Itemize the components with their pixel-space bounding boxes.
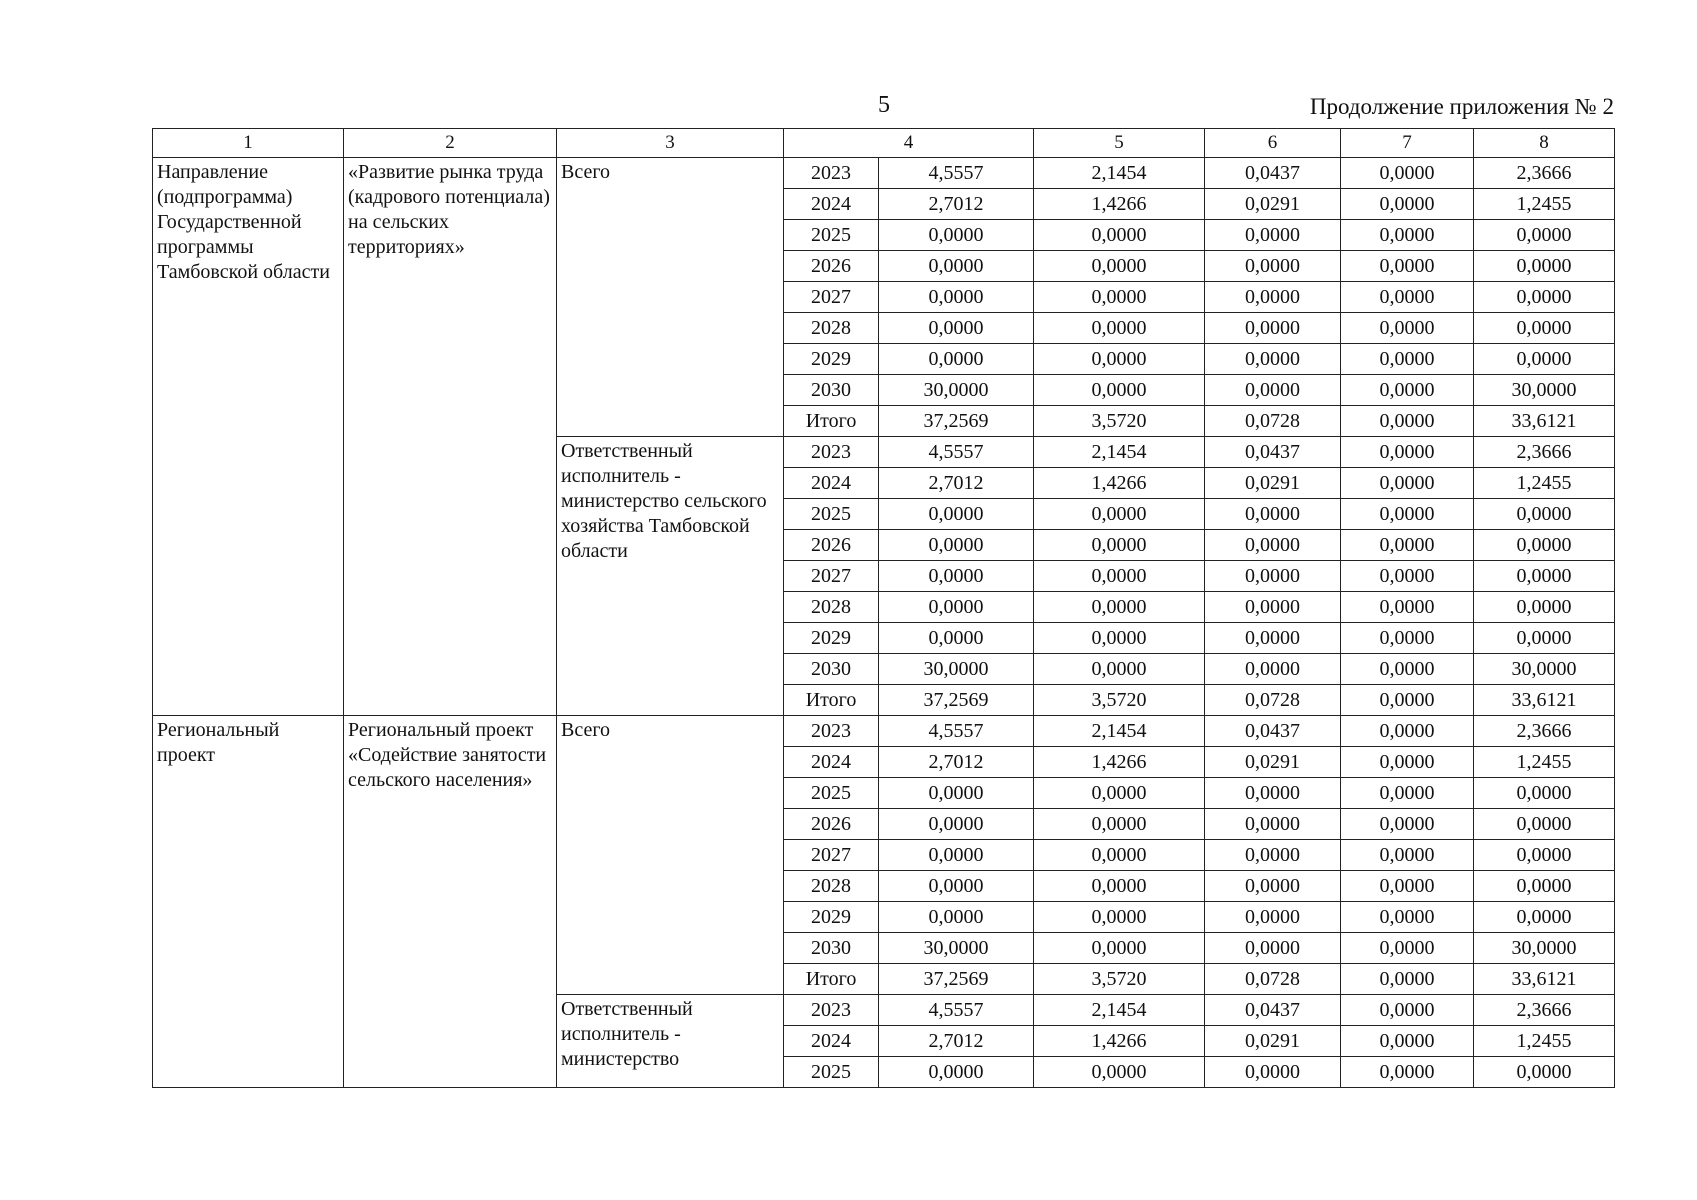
col7-value: 0,0000	[1341, 313, 1474, 344]
year-cell: 2024	[784, 1026, 879, 1057]
col4-value: 0,0000	[879, 840, 1034, 871]
col7-value: 0,0000	[1341, 840, 1474, 871]
col7-value: 0,0000	[1341, 716, 1474, 747]
col7-value: 0,0000	[1341, 592, 1474, 623]
col8-value: 0,0000	[1474, 313, 1615, 344]
col8-value: 0,0000	[1474, 809, 1615, 840]
table-body	[153, 158, 1615, 1088]
col6-value: 0,0000	[1205, 592, 1341, 623]
col6-value: 0,0437	[1205, 995, 1341, 1026]
col6-value: 0,0000	[1205, 530, 1341, 561]
col5-value: 2,1454	[1034, 995, 1205, 1026]
col5-value: 0,0000	[1034, 933, 1205, 964]
year-cell: 2026	[784, 251, 879, 282]
col4-value: 0,0000	[879, 871, 1034, 902]
col6-value: 0,0000	[1205, 902, 1341, 933]
col5-value: 0,0000	[1034, 313, 1205, 344]
col6-value: 0,0000	[1205, 282, 1341, 313]
col8-value: 1,2455	[1474, 189, 1615, 220]
col6-value: 0,0000	[1205, 778, 1341, 809]
col5-value: 0,0000	[1034, 1057, 1205, 1088]
header-row	[153, 129, 1615, 158]
col5-value: 0,0000	[1034, 623, 1205, 654]
col5-value: 0,0000	[1034, 592, 1205, 623]
col6-value: 0,0000	[1205, 933, 1341, 964]
col4-value: 4,5557	[879, 716, 1034, 747]
col5-value: 0,0000	[1034, 654, 1205, 685]
funding-group-cell: Ответственный исполнитель - министерство сельского хозяйства Тамбовской области	[557, 437, 784, 716]
year-cell: 2027	[784, 840, 879, 871]
col8-value: 1,2455	[1474, 747, 1615, 778]
col7-value: 0,0000	[1341, 437, 1474, 468]
col4-value: 37,2569	[879, 964, 1034, 995]
col7-value: 0,0000	[1341, 654, 1474, 685]
col4-value: 0,0000	[879, 623, 1034, 654]
year-cell: Итого	[784, 964, 879, 995]
col6-value: 0,0291	[1205, 189, 1341, 220]
year-cell: 2030	[784, 654, 879, 685]
col7-value: 0,0000	[1341, 809, 1474, 840]
col5-value: 0,0000	[1034, 499, 1205, 530]
year-cell: 2023	[784, 716, 879, 747]
col7-value: 0,0000	[1341, 189, 1474, 220]
col6-value: 0,0000	[1205, 809, 1341, 840]
year-cell: 2025	[784, 778, 879, 809]
col4-value: 0,0000	[879, 220, 1034, 251]
col4-value: 0,0000	[879, 902, 1034, 933]
col6-value: 0,0728	[1205, 964, 1341, 995]
col7-value: 0,0000	[1341, 1057, 1474, 1088]
header-col-8: 8	[1474, 129, 1615, 158]
table-row	[153, 716, 1615, 747]
col4-value: 2,7012	[879, 1026, 1034, 1057]
year-cell: 2026	[784, 530, 879, 561]
year-cell: 2023	[784, 158, 879, 189]
year-cell: 2024	[784, 747, 879, 778]
col7-value: 0,0000	[1341, 995, 1474, 1026]
col8-value: 0,0000	[1474, 592, 1615, 623]
year-cell: 2030	[784, 375, 879, 406]
col7-value: 0,0000	[1341, 964, 1474, 995]
col4-value: 0,0000	[879, 344, 1034, 375]
col5-value: 3,5720	[1034, 964, 1205, 995]
col7-value: 0,0000	[1341, 220, 1474, 251]
year-cell: 2024	[784, 189, 879, 220]
col4-value: 30,0000	[879, 933, 1034, 964]
col8-value: 33,6121	[1474, 406, 1615, 437]
page-number: 5	[878, 92, 890, 118]
col6-value: 0,0000	[1205, 220, 1341, 251]
col7-value: 0,0000	[1341, 623, 1474, 654]
col7-value: 0,0000	[1341, 344, 1474, 375]
col6-value: 0,0291	[1205, 468, 1341, 499]
appendix-continuation-note: Продолжение приложения № 2	[1309, 94, 1614, 119]
col8-value: 0,0000	[1474, 251, 1615, 282]
financing-table	[152, 128, 1615, 1088]
col4-value: 4,5557	[879, 437, 1034, 468]
col5-value: 3,5720	[1034, 685, 1205, 716]
col5-value: 0,0000	[1034, 778, 1205, 809]
funding-group-cell: Ответственный исполнитель - министерство	[557, 995, 784, 1088]
col5-value: 0,0000	[1034, 344, 1205, 375]
col5-value: 1,4266	[1034, 747, 1205, 778]
col7-value: 0,0000	[1341, 282, 1474, 313]
col8-value: 0,0000	[1474, 840, 1615, 871]
col8-value: 0,0000	[1474, 1057, 1615, 1088]
col5-value: 0,0000	[1034, 902, 1205, 933]
section-direction-cell: Региональный проект	[153, 716, 344, 1088]
col7-value: 0,0000	[1341, 902, 1474, 933]
col6-value: 0,0437	[1205, 716, 1341, 747]
col7-value: 0,0000	[1341, 1026, 1474, 1057]
col8-value: 1,2455	[1474, 468, 1615, 499]
header-col-6: 6	[1205, 129, 1341, 158]
col6-value: 0,0000	[1205, 344, 1341, 375]
year-cell: 2025	[784, 220, 879, 251]
col7-value: 0,0000	[1341, 561, 1474, 592]
year-cell: 2023	[784, 437, 879, 468]
col6-value: 0,0437	[1205, 158, 1341, 189]
col5-value: 3,5720	[1034, 406, 1205, 437]
col7-value: 0,0000	[1341, 530, 1474, 561]
year-cell: 2024	[784, 468, 879, 499]
col8-value: 0,0000	[1474, 499, 1615, 530]
col8-value: 0,0000	[1474, 561, 1615, 592]
col6-value: 0,0000	[1205, 251, 1341, 282]
col6-value: 0,0728	[1205, 685, 1341, 716]
col5-value: 0,0000	[1034, 809, 1205, 840]
col6-value: 0,0291	[1205, 747, 1341, 778]
col7-value: 0,0000	[1341, 778, 1474, 809]
col8-value: 30,0000	[1474, 933, 1615, 964]
col5-value: 2,1454	[1034, 716, 1205, 747]
col5-value: 0,0000	[1034, 375, 1205, 406]
col8-value: 2,3666	[1474, 716, 1615, 747]
col6-value: 0,0000	[1205, 313, 1341, 344]
col4-value: 2,7012	[879, 747, 1034, 778]
col8-value: 0,0000	[1474, 623, 1615, 654]
col6-value: 0,0000	[1205, 1057, 1341, 1088]
col8-value: 0,0000	[1474, 778, 1615, 809]
col6-value: 0,0000	[1205, 623, 1341, 654]
col4-value: 0,0000	[879, 282, 1034, 313]
col4-value: 0,0000	[879, 561, 1034, 592]
col4-value: 0,0000	[879, 778, 1034, 809]
col7-value: 0,0000	[1341, 933, 1474, 964]
col4-value: 0,0000	[879, 809, 1034, 840]
header-col-1: 1	[153, 129, 344, 158]
col8-value: 30,0000	[1474, 375, 1615, 406]
col4-value: 0,0000	[879, 1057, 1034, 1088]
col8-value: 1,2455	[1474, 1026, 1615, 1057]
section-name-cell: Региональный проект «Содействие занятости сельского населения»	[344, 716, 557, 1088]
col8-value: 33,6121	[1474, 685, 1615, 716]
col7-value: 0,0000	[1341, 251, 1474, 282]
col4-value: 0,0000	[879, 499, 1034, 530]
col8-value: 0,0000	[1474, 871, 1615, 902]
year-cell: 2028	[784, 592, 879, 623]
col6-value: 0,0000	[1205, 499, 1341, 530]
year-cell: 2029	[784, 902, 879, 933]
col8-value: 0,0000	[1474, 344, 1615, 375]
col8-value: 2,3666	[1474, 437, 1615, 468]
col8-value: 0,0000	[1474, 902, 1615, 933]
col5-value: 0,0000	[1034, 220, 1205, 251]
col7-value: 0,0000	[1341, 375, 1474, 406]
col5-value: 0,0000	[1034, 282, 1205, 313]
col7-value: 0,0000	[1341, 406, 1474, 437]
col8-value: 0,0000	[1474, 282, 1615, 313]
year-cell: 2030	[784, 933, 879, 964]
col5-value: 0,0000	[1034, 530, 1205, 561]
col4-value: 4,5557	[879, 995, 1034, 1026]
year-cell: 2025	[784, 499, 879, 530]
year-cell: 2023	[784, 995, 879, 1026]
header-col-4: 4	[784, 129, 1034, 158]
col4-value: 0,0000	[879, 313, 1034, 344]
col6-value: 0,0728	[1205, 406, 1341, 437]
col7-value: 0,0000	[1341, 158, 1474, 189]
funding-group-cell: Всего	[557, 716, 784, 995]
col5-value: 2,1454	[1034, 158, 1205, 189]
col6-value: 0,0291	[1205, 1026, 1341, 1057]
col7-value: 0,0000	[1341, 685, 1474, 716]
header-col-2: 2	[344, 129, 557, 158]
col7-value: 0,0000	[1341, 499, 1474, 530]
col6-value: 0,0000	[1205, 375, 1341, 406]
col6-value: 0,0000	[1205, 840, 1341, 871]
table-row	[153, 158, 1615, 189]
col5-value: 0,0000	[1034, 871, 1205, 902]
col8-value: 33,6121	[1474, 964, 1615, 995]
section-name-cell: «Развитие рынка труда (кадрового потенциала) на сельских территориях»	[344, 158, 557, 716]
col4-value: 0,0000	[879, 530, 1034, 561]
col6-value: 0,0000	[1205, 871, 1341, 902]
col4-value: 0,0000	[879, 592, 1034, 623]
col5-value: 2,1454	[1034, 437, 1205, 468]
col7-value: 0,0000	[1341, 747, 1474, 778]
header-col-3: 3	[557, 129, 784, 158]
col6-value: 0,0000	[1205, 654, 1341, 685]
header-col-5: 5	[1034, 129, 1205, 158]
col7-value: 0,0000	[1341, 468, 1474, 499]
year-cell: 2028	[784, 313, 879, 344]
funding-group-cell: Всего	[557, 158, 784, 437]
col8-value: 2,3666	[1474, 995, 1615, 1026]
year-cell: Итого	[784, 685, 879, 716]
year-cell: 2027	[784, 561, 879, 592]
col4-value: 0,0000	[879, 251, 1034, 282]
year-cell: 2028	[784, 871, 879, 902]
col6-value: 0,0437	[1205, 437, 1341, 468]
col5-value: 1,4266	[1034, 189, 1205, 220]
year-cell: 2029	[784, 623, 879, 654]
col4-value: 2,7012	[879, 468, 1034, 499]
section-direction-cell: Направление (подпрограмма) Государственной программы Тамбовской области	[153, 158, 344, 716]
col4-value: 37,2569	[879, 685, 1034, 716]
col5-value: 1,4266	[1034, 468, 1205, 499]
col8-value: 0,0000	[1474, 220, 1615, 251]
col5-value: 0,0000	[1034, 251, 1205, 282]
col4-value: 2,7012	[879, 189, 1034, 220]
col4-value: 30,0000	[879, 654, 1034, 685]
year-cell: Итого	[784, 406, 879, 437]
year-cell: 2029	[784, 344, 879, 375]
col8-value: 30,0000	[1474, 654, 1615, 685]
year-cell: 2026	[784, 809, 879, 840]
col6-value: 0,0000	[1205, 561, 1341, 592]
table-header	[153, 129, 1615, 158]
col5-value: 0,0000	[1034, 840, 1205, 871]
col5-value: 1,4266	[1034, 1026, 1205, 1057]
col4-value: 4,5557	[879, 158, 1034, 189]
col4-value: 37,2569	[879, 406, 1034, 437]
col8-value: 2,3666	[1474, 158, 1615, 189]
header-col-7: 7	[1341, 129, 1474, 158]
col7-value: 0,0000	[1341, 871, 1474, 902]
col4-value: 30,0000	[879, 375, 1034, 406]
year-cell: 2025	[784, 1057, 879, 1088]
year-cell: 2027	[784, 282, 879, 313]
col5-value: 0,0000	[1034, 561, 1205, 592]
col8-value: 0,0000	[1474, 530, 1615, 561]
